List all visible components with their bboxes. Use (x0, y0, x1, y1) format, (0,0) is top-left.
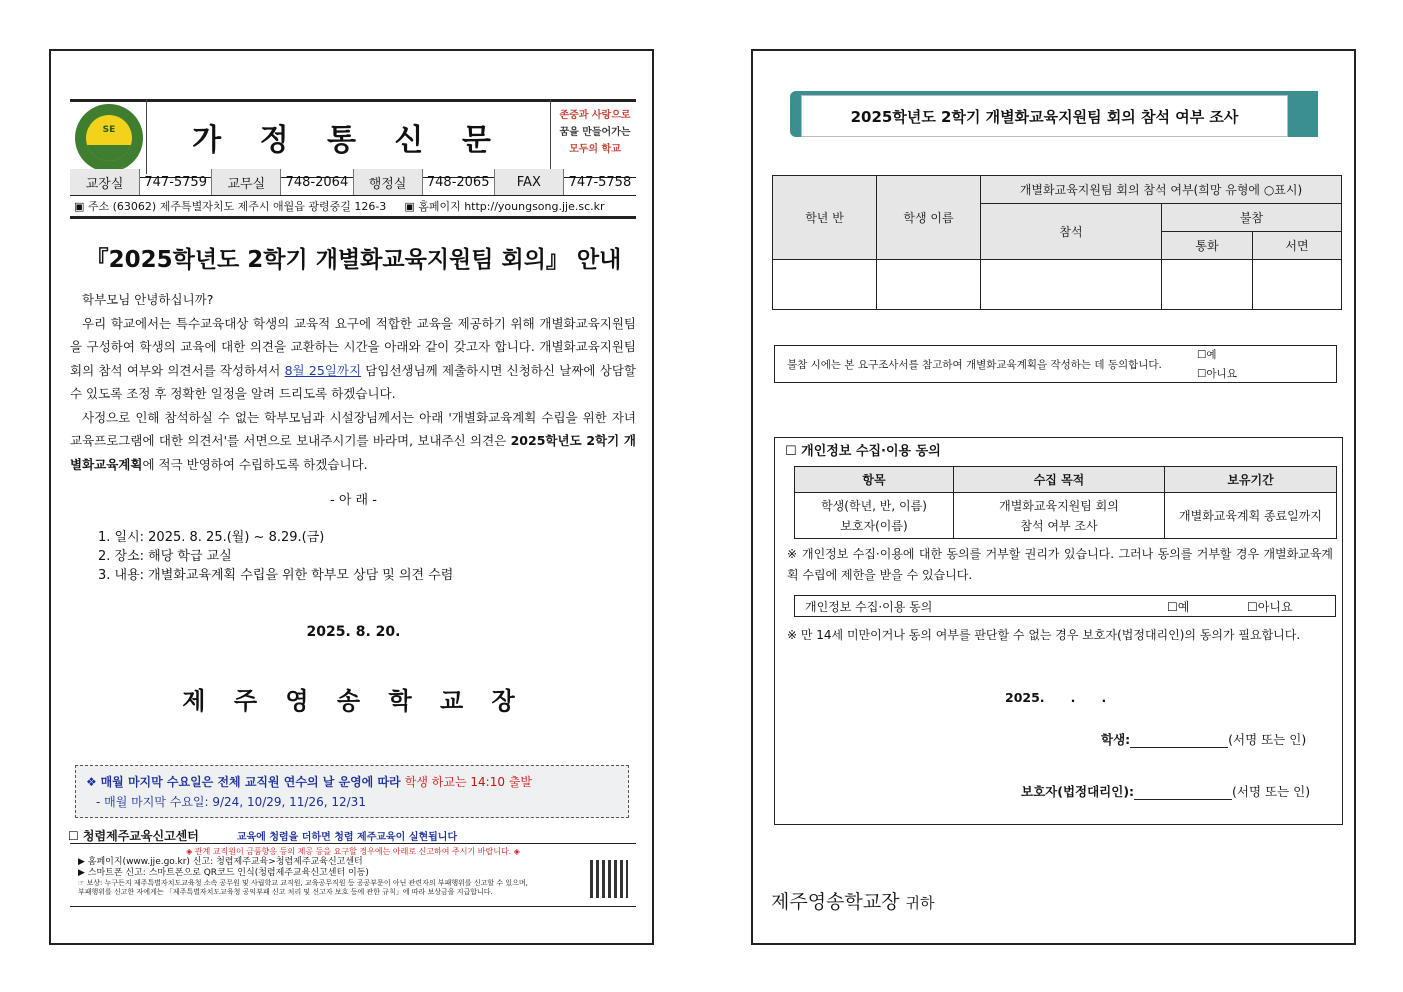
student-name-header: 학생 이름 (877, 176, 981, 260)
privacy-agree-label: 개인정보 수집·이용 동의 (805, 600, 933, 614)
address-bar (70, 195, 636, 219)
privacy-yes-checkbox[interactable]: ☐예 (1167, 600, 1190, 614)
notice-dismissal: 학생 하교는 14:10 출발 (404, 775, 532, 789)
student-name-cell[interactable] (877, 260, 981, 310)
privacy-col-header: 수집 목적 (954, 467, 1165, 493)
privacy-agree-row (794, 595, 1336, 617)
survey-page (751, 49, 1356, 945)
privacy-col-header: 항목 (795, 467, 954, 493)
privacy-no-checkbox[interactable]: ☐아니요 (1247, 600, 1293, 614)
absence-consent-box (774, 345, 1337, 383)
report-center-box (70, 843, 636, 907)
details-list (98, 528, 453, 585)
slogan-line-2: 꿈을 만들어가는 (559, 127, 631, 138)
written-header: 서면 (1253, 232, 1342, 260)
grade-class-header: 학년 반 (773, 176, 877, 260)
report-line: ☞ 보상: 누구든지 제주특별자치도교육청 소속 공무원 및 사립학교 교직원, 교육공무직원 등 공공부문이 아닌 관련자의 부패행위를 신고할 수 있으며, (78, 879, 528, 887)
phone-number: 748-2064 (281, 169, 353, 195)
report-line[interactable]: ▶ 홈페이지(www.jje.go.kr) 신고: 청렴제주교육>청렴제주교육신고센터 (78, 857, 363, 867)
school-logo (75, 104, 143, 172)
school-address: ▣ 주소 (63062) 제주특별자치도 제주시 애월읍 광령중길 126-3 (74, 199, 387, 213)
survey-title: 2025학년도 2학기 개별화교육지원팀 회의 참석 여부 조사 (801, 95, 1288, 137)
absent-header: 불참 (1162, 204, 1342, 232)
phone-number: 748-2065 (423, 169, 495, 195)
slogan-line-3: 모두의 학교 (569, 144, 621, 155)
notice-text: 매월 마지막 수요일은 전체 교직원 연수의 날 운영에 따라 (100, 775, 405, 789)
phone-number: 747-5759 (140, 169, 212, 195)
guardian-signature-line[interactable] (1134, 785, 1232, 800)
qr-code-icon[interactable] (590, 860, 628, 898)
document-title: 『2025학년도 2학기 개별화교육지원팀 회의』 안내 (85, 247, 622, 273)
phone-number: 747-5758 (568, 174, 632, 190)
phone-label: 행정실 (354, 169, 423, 195)
privacy-consent-box (774, 437, 1343, 825)
wednesday-notice (75, 765, 629, 818)
slogan-line-1: 존중과 사랑으로 (559, 110, 631, 121)
phone-label: FAX (495, 169, 564, 195)
report-slogan: 교육에 청렴을 더하면 청렴 제주교육이 실현됩니다 (236, 832, 458, 843)
newsletter-page (49, 49, 654, 945)
student-signature-row (1101, 730, 1306, 748)
privacy-note-1: ※ 개인정보 수집·이용에 대한 동의를 거부할 권리가 있습니다. 그러나 동의를 거부할 경우 개별화교육계획 수립에 제한을 받을 수 있습니다. (787, 547, 1333, 582)
absence-consent-text: 불참 시에는 본 요구조사서를 참고하여 개별화교육계획을 작성하는 데 동의합니다. (787, 359, 1162, 371)
logo-badge: SE (102, 125, 116, 135)
phone-directory (70, 169, 636, 196)
privacy-item-cell: 학생(학년, 반, 이름) 보호자(이름) (795, 493, 954, 539)
sign-suffix: (서명 또는 인) (1228, 732, 1307, 747)
attend-cell[interactable] (981, 260, 1162, 310)
paragraph-1: 우리 학교에서는 특수교육대상 학생의 교육적 요구에 적합한 교육을 제공하기 위해 개별화교육지원팀을 구성하여 학생의 교육에 대한 의견을 교환하는 시간을 아래와 같이 갖고자 합니다. 개별화교육지원팀 회의 참석 여부와 의견서를 작성하셔서 8월 25일까지 담임선생님께 제출하시면 신청하신 날짜에 상담할 수 있도록 조정 후 정확한 일정을 알려 드리도록 하겠습니다. (70, 315, 636, 401)
written-cell[interactable] (1253, 260, 1342, 310)
list-item: 1. 일시: 2025. 8. 25.(월) ~ 8.29.(금) (98, 530, 325, 545)
student-signature-line[interactable] (1130, 733, 1228, 748)
list-item: 2. 장소: 해당 학급 교실 (98, 549, 232, 564)
consent-yes-checkbox[interactable]: ☐예 (1197, 349, 1217, 361)
deadline-highlight: 8월 25일까지 (284, 362, 362, 378)
privacy-col-header: 보유기간 (1165, 467, 1337, 493)
attendance-table (772, 175, 1342, 310)
call-cell[interactable] (1162, 260, 1253, 310)
phone-label: 교무실 (212, 169, 281, 195)
privacy-title: ☐ 개인정보 수집·이용 동의 (785, 444, 941, 459)
newsletter-title: 가 정 통 신 문 (146, 99, 551, 174)
student-sign-label: 학생: (1101, 732, 1131, 747)
consent-no-checkbox[interactable]: ☐아니요 (1197, 368, 1237, 380)
sign-date[interactable]: 2025. . . (1005, 690, 1107, 705)
school-slogan (555, 107, 635, 158)
addressee (771, 887, 935, 914)
notice-mark: ❖ (86, 775, 97, 789)
privacy-period-cell: 개별화교육계획 종료일까지 (1165, 493, 1337, 539)
grade-class-cell[interactable] (773, 260, 877, 310)
report-line: ◈ 관계 교직원이 금품향응 등의 제공 등을 요구할 경우에는 아래로 신고하여 주시기 바랍니다. ◈ (186, 847, 520, 856)
attendance-header: 개별화교육지원팀 회의 참석 여부(희망 유형에 ○표시) (981, 176, 1342, 204)
addressee-name: 제주영송학교장 (771, 891, 900, 913)
principal-signature: 제 주 영 송 학 교 장 (182, 686, 525, 715)
phone-label: 교장실 (70, 169, 140, 195)
list-item: 3. 내용: 개별화교육계획 수립을 위한 학부모 상담 및 의견 수렴 (98, 568, 454, 583)
guardian-signature-row (1021, 782, 1310, 800)
privacy-note-2: ※ 만 14세 미만이거나 동의 여부를 판단할 수 없는 경우 보호자(법정대리인)의 동의가 필요합니다. (787, 628, 1301, 642)
notice-dates: - 매월 마지막 수요일: 9/24, 10/29, 11/26, 12/31 (96, 795, 366, 809)
below-heading: - 아 래 - (330, 493, 377, 508)
plan-bold: 2025학년도 2학기 개별화교육계획 (70, 433, 636, 472)
addressee-suffix: 귀하 (905, 894, 935, 912)
report-line: ▶ 스마트폰 신고: 스마트폰으로 QR코드 인식(청렴제주교육신고센터 이동) (78, 868, 369, 878)
homepage-link[interactable]: ▣ 홈페이지 http://youngsong.jje.sc.kr (404, 199, 605, 213)
issue-date: 2025. 8. 20. (306, 624, 401, 640)
privacy-table (794, 466, 1337, 539)
call-header: 통화 (1162, 232, 1253, 260)
letter-body (70, 288, 636, 476)
report-center-title: ☐ 청렴제주교육신고센터 (68, 829, 199, 843)
sign-suffix: (서명 또는 인) (1232, 784, 1311, 799)
attend-header: 참석 (981, 204, 1162, 260)
greeting: 학부모님 안녕하십니까? (82, 292, 214, 307)
privacy-purpose-cell: 개별화교육지원팀 회의 참석 여부 조사 (954, 493, 1165, 539)
paragraph-2: 사정으로 인해 참석하실 수 없는 학부모님과 시설장님께서는 아래 '개별화교육계획 수립을 위한 자녀 교육프로그램에 대한 의견서'를 서면으로 보내주시기를 바라며, 보내주신 의견은 2025학년도 2학기 개별화교육계획에 적극 반영하여 수립하도록 하겠습니다. (70, 409, 636, 472)
report-line: 부패행위를 신고한 자에게는 「제주특별자치도교육청 공익부패 신고 처리 및 신고자 보호 등에 관한 규칙」에 따라 보상금을 지급합니다. (78, 888, 493, 896)
guardian-sign-label: 보호자(법정대리인): (1021, 784, 1135, 799)
report-center-header (68, 827, 634, 844)
